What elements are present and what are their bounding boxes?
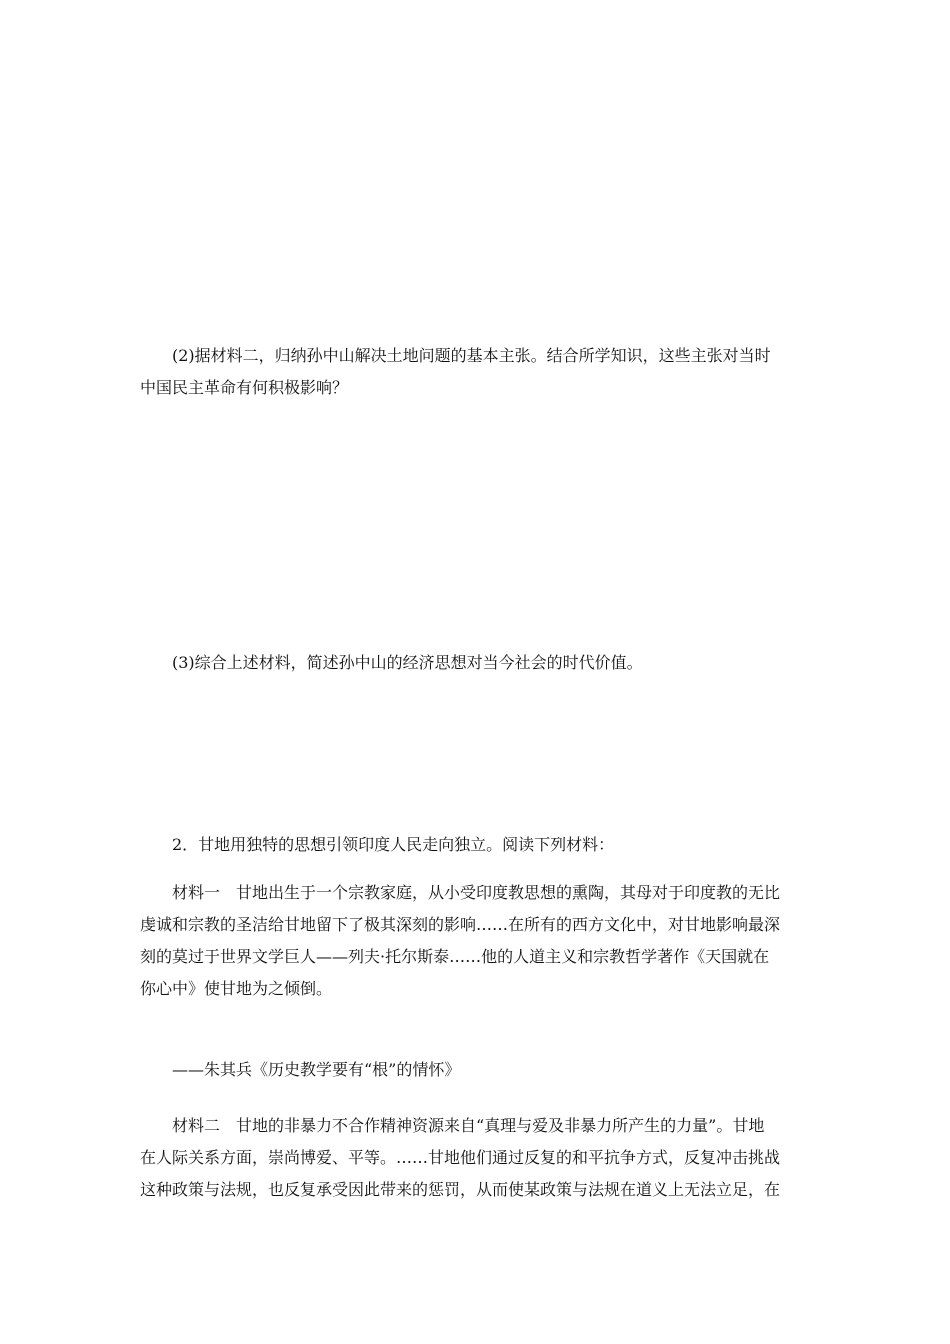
question-2 — [140, 340, 812, 404]
question-3-line-1: (3)综合上述材料，简述孙中山的经济思想对当今社会的时代价值。 — [172, 653, 643, 672]
question-2-line-2: 中国民主革命有何积极影响？ — [140, 378, 349, 397]
material-1-source-text: ——朱其兵《历史教学要有“根”的情怀》 — [172, 1060, 461, 1079]
question-2-line-1: (2)据材料二，归纳孙中山解决土地问题的基本主张。结合所学知识，这些主张对当时 — [172, 346, 771, 365]
material-2-line-2: 在人际关系方面，崇尚博爱、平等。……甘地他们通过反复的和平抗争方式，反复冲击挑战 — [140, 1148, 781, 1167]
material-1-line-3: 刻的莫过于世界文学巨人——列夫·托尔斯泰……他的人道主义和宗教哲学著作《天国就在 — [140, 947, 770, 966]
material-1-line-2: 虔诚和宗教的圣洁给甘地留下了极其深刻的影响……在所有的西方文化中，对甘地影响最深 — [140, 915, 781, 934]
section-2-intro — [140, 829, 812, 861]
material-1-line-1: 材料一 甘地出生于一个宗教家庭，从小受印度教思想的熏陶，其母对于印度教的无比 — [172, 883, 781, 902]
material-1 — [140, 877, 812, 1005]
material-2-line-1: 材料二 甘地的非暴力不合作精神资源来自“真理与爱及非暴力所产生的力量”。甘地 — [172, 1116, 765, 1135]
material-1-line-4: 你心中》使甘地为之倾倒。 — [140, 979, 333, 998]
material-2 — [140, 1110, 812, 1206]
section-2-intro-text: 2．甘地用独特的思想引领印度人民走向独立。阅读下列材料： — [172, 835, 615, 854]
question-3 — [140, 647, 812, 679]
material-2-line-3: 这种政策与法规，也反复承受因此带来的惩罚，从而使某政策与法规在道义上无法立足，在 — [140, 1180, 781, 1199]
material-1-source — [140, 1054, 812, 1086]
